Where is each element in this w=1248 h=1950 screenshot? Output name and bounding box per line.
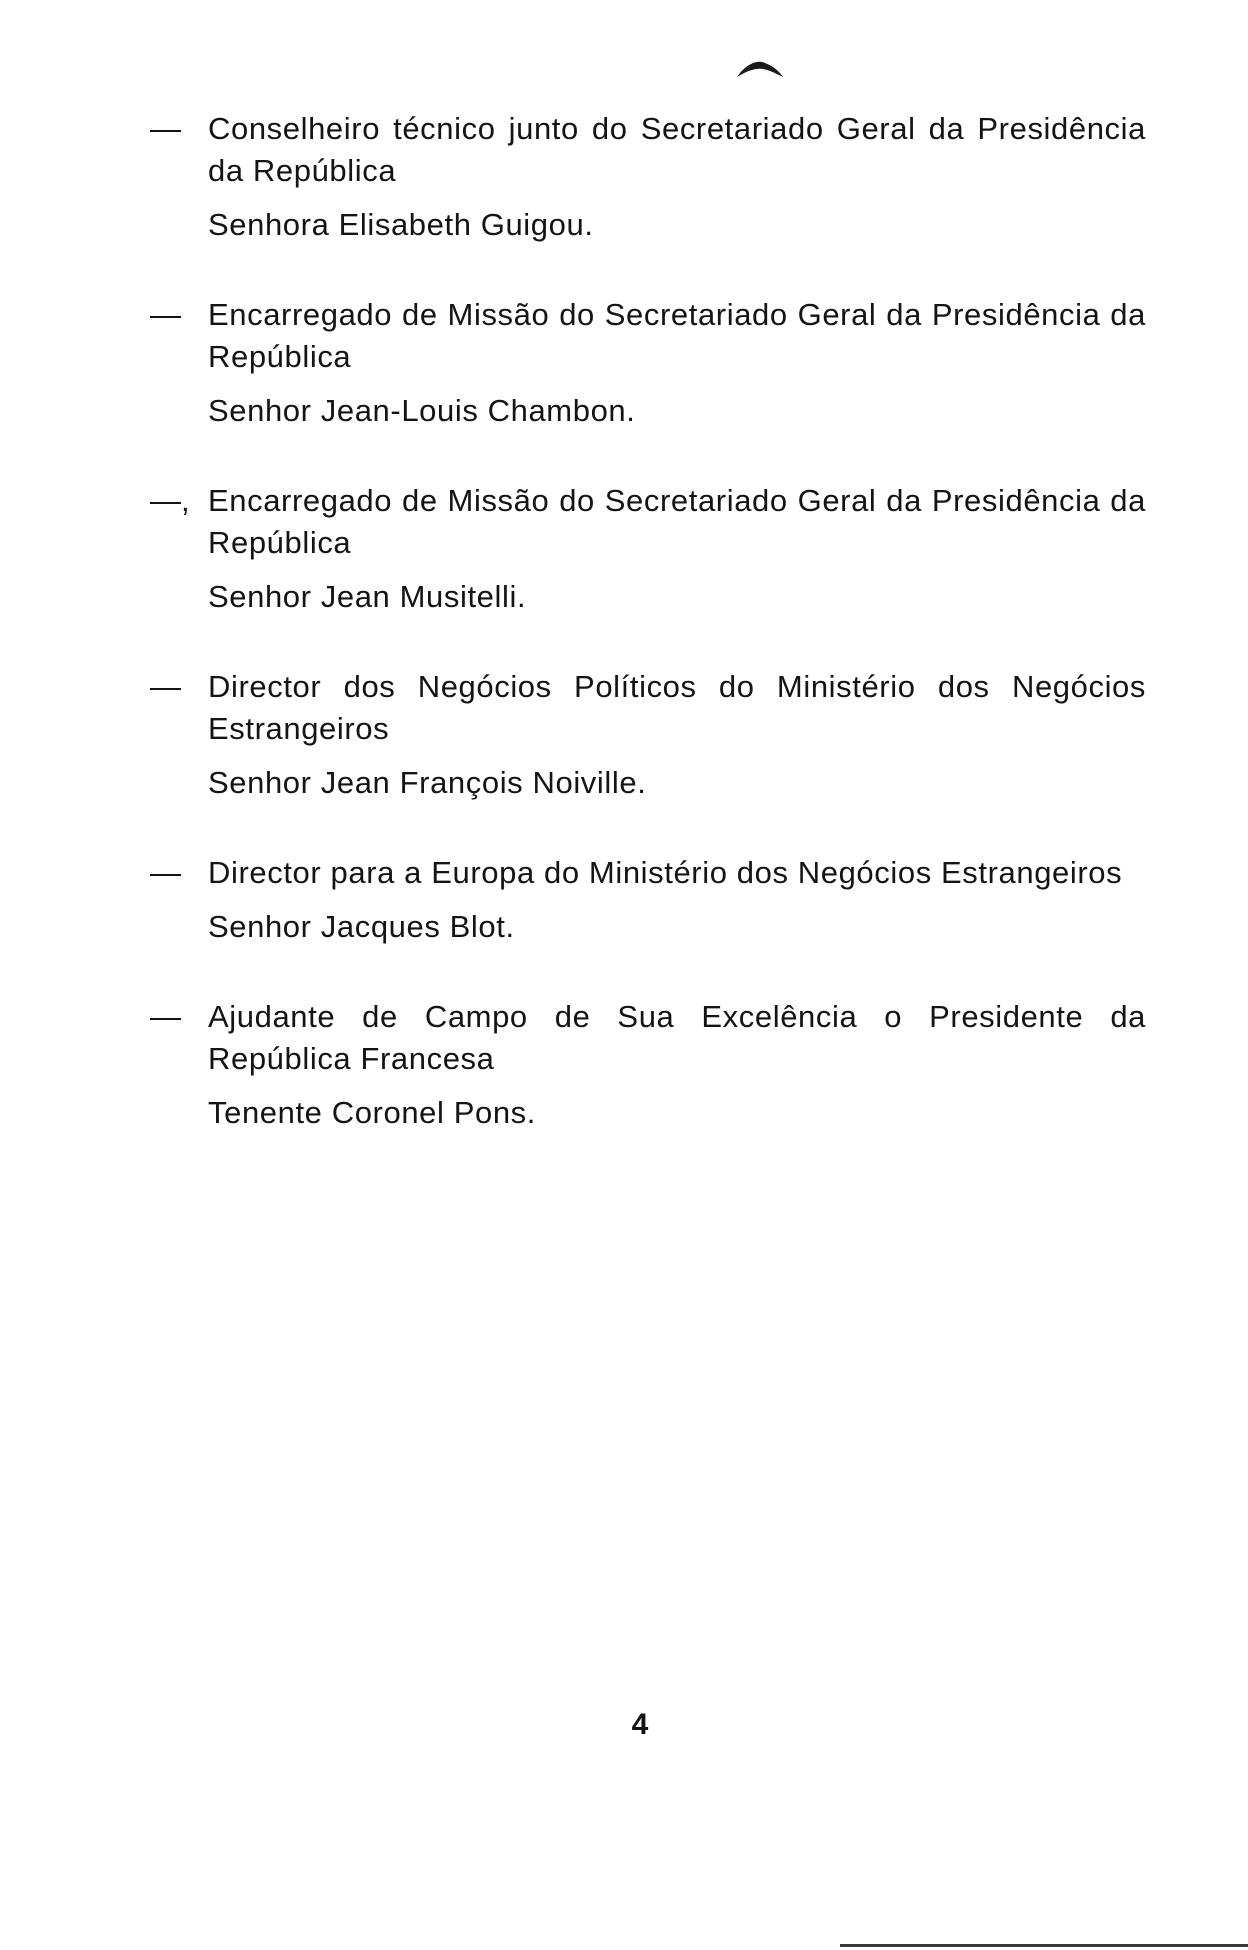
entry-person: Tenente Coronel Pons. [208,1095,536,1130]
list-item [150,996,1150,1134]
entry-role: Conselheiro técnico junto do Secretariado Geral da Presidência da República [208,111,1146,188]
entry-dash: — [150,111,181,146]
entry-dash: — [150,669,181,704]
entry-dash: — [150,855,181,890]
entry-role: Director dos Negócios Políticos do Ministério dos Negócios Estrangeiros [208,669,1146,746]
list-item [150,294,1150,432]
entry-role: Director para a Europa do Ministério dos Negócios Estrangeiros [208,855,1123,890]
entry-person: Senhor Jacques Blot. [208,909,515,944]
entry-dash: —, [150,483,190,518]
list-item [150,666,1150,804]
page-number: 4 [631,1708,649,1741]
entry-person: Senhor Jean Musitelli. [208,579,527,614]
entry-role: Encarregado de Missão do Secretariado Geral da Presidência da República [208,297,1146,374]
staff-list [150,108,1150,1182]
entry-person: Senhor Jean-Louis Chambon. [208,393,636,428]
list-item [150,108,1150,246]
entry-person: Senhor Jean François Noiville. [208,765,647,800]
entry-role: Encarregado de Missão do Secretariado Geral da Presidência da República [208,483,1146,560]
scan-edge-rule [840,1944,1248,1947]
entry-dash: — [150,999,181,1034]
entry-person: Senhora Elisabeth Guigou. [208,207,594,242]
entry-role: Ajudante de Campo de Sua Excelência o Presidente da República Francesa [208,999,1146,1076]
list-item [150,480,1150,618]
entry-dash: — [150,297,181,332]
ink-mark-icon [735,55,785,85]
list-item [150,852,1150,948]
